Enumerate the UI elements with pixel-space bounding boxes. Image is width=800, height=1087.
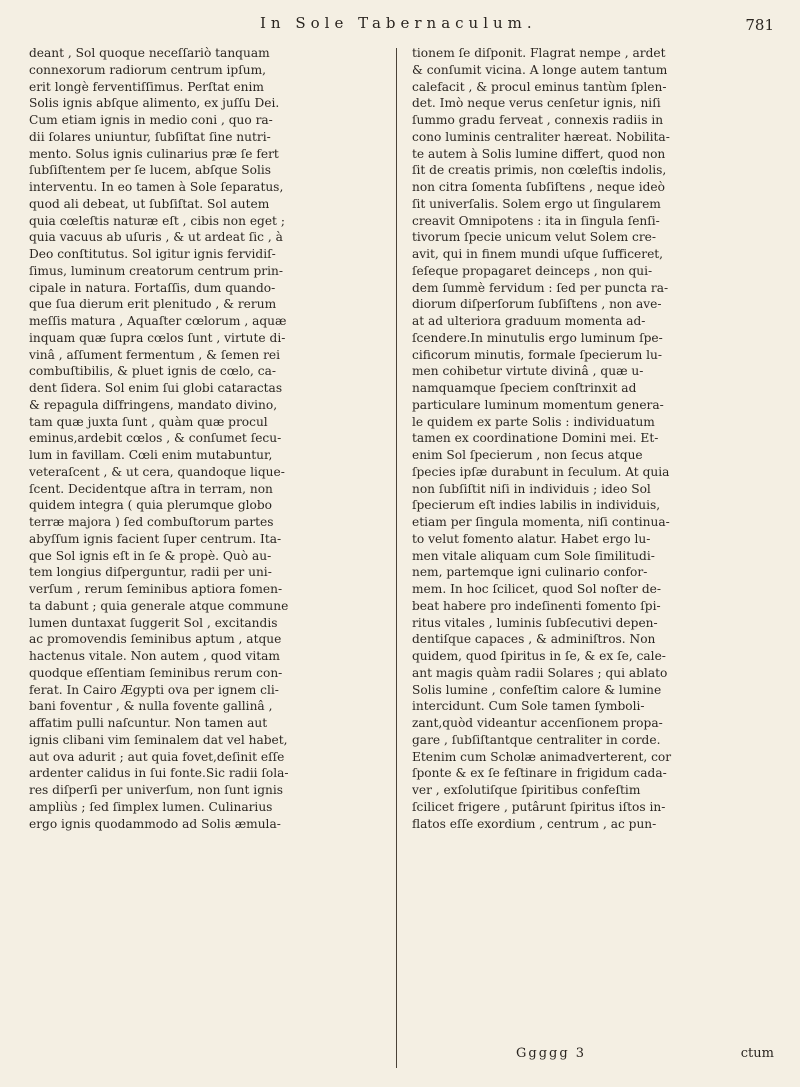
right-column xyxy=(412,45,774,832)
text-line: intercidunt. Cum Sole tamen ſymboli- xyxy=(412,699,645,714)
text-line: avit, qui in finem mundi uſque ſufficeret, xyxy=(412,247,664,261)
text-line: particulare luminum momentum genera- xyxy=(412,397,664,412)
text-line: & conſumit vicina. A longe autem tantum xyxy=(412,62,668,77)
text-line: veteraſcent , & ut cera, quandoque lique- xyxy=(29,464,285,479)
text-line: combuſtibilis, & pluet ignis de cœlo, ca- xyxy=(29,364,276,379)
text-line: enim Sol ſpecierum , non ſecus atque xyxy=(412,448,643,462)
text-line: ſcilicet frigere , putârunt ſpiritus iſtos in- xyxy=(412,799,666,814)
text-line: quidem integra ( quia plerumque globo xyxy=(29,498,272,513)
text-line: diorum diſperſorum ſubſiſtens , non ave- xyxy=(412,297,662,312)
text-line: quia vacuus ab uſuris , & ut ardeat ſic , à xyxy=(29,230,283,245)
text-line: affatim pulli naſcuntur. Non tamen aut xyxy=(29,716,268,730)
text-line: ampliùs ; ſed ſimplex lumen. Culinarius xyxy=(29,799,273,814)
text-line: Etenim cum Scholæ animadverterent, cor xyxy=(412,749,672,764)
text-line: deant , Sol quoque neceſſariò tanquam xyxy=(29,46,270,60)
text-line: cificorum minutis, formale ſpecierum lu- xyxy=(412,347,662,362)
text-line: dentiſque capaces , & adminiſtros. Non xyxy=(412,632,656,647)
text-line: men vitale aliquam cum Sole ſimilitudi- xyxy=(412,548,655,563)
text-line: tamen ex coordinatione Domini mei. Et- xyxy=(412,431,659,446)
text-line: le quidem ex parte Solis : individuatum xyxy=(412,414,655,429)
text-line: men cohibetur virtute divinâ , quæ u- xyxy=(412,364,644,379)
text-line: terræ majora ) ſed combuſtorum partes xyxy=(29,515,274,529)
column-divider xyxy=(396,48,397,1068)
text-line: lumen duntaxat ſuggerit Sol , excitandis xyxy=(29,615,278,630)
text-line: dii ſolares uniuntur, ſubſiſtat ſine nutri- xyxy=(29,129,271,144)
text-line: ſubſiſtentem per ſe lucem, abſque Solis xyxy=(29,163,272,178)
text-line: que Sol ignis eſt in ſe & propè. Quò au- xyxy=(29,548,272,563)
text-line: flatos eſſe exordium , centrum , ac pun- xyxy=(412,816,657,831)
text-line: ſit univerſalis. Solem ergo ut ſingularem xyxy=(412,196,661,211)
left-column xyxy=(29,45,382,832)
text-line: Deo conſtitutus. Sol igitur ignis fervidiſ- xyxy=(29,247,276,261)
text-line: non citra ſomenta ſubſiſtens , neque ideò xyxy=(412,180,665,194)
text-line: cono luminis centraliter hæreat. Nobilita- xyxy=(412,129,670,144)
text-line: inquam quæ ſupra cœlos ſunt , virtute di- xyxy=(29,330,286,345)
text-line: non ſubſiſtit niſi in individuis ; ideo Sol xyxy=(412,481,651,496)
text-line: te autem à Solis lumine differt, quod non xyxy=(412,146,666,161)
text-line: verſum , rerum ſeminibus aptiora fomen- xyxy=(29,582,283,596)
text-line: cipale in natura. Fortaſſis, dum quando- xyxy=(29,280,276,295)
text-line: dent ſidera. Sol enim ſui globi cataractas xyxy=(29,381,283,395)
running-head: In Sole Tabernaculum. xyxy=(260,14,537,32)
text-line: zant,quòd videantur accenſionem propa- xyxy=(412,716,663,730)
text-line: quia cœleſtis naturæ eſt , cibis non eget ; xyxy=(29,213,285,228)
text-line: ſeſeque propagaret deinceps , non qui- xyxy=(412,263,653,278)
text-line: ſit de creatis primis, non cœleſtis indolis, xyxy=(412,163,667,178)
text-line: abyſſum ignis facient ſuper centrum. Ita- xyxy=(29,531,282,546)
text-line: tem longius diſperguntur, radii per uni- xyxy=(29,565,272,580)
text-line: que ſua dierum erit plenitudo , & rerum xyxy=(29,297,277,312)
text-line: mem. In hoc ſcilicet, quod Sol noſter de- xyxy=(412,582,661,596)
text-line: & repagula diſfringens, mandato divino, xyxy=(29,397,278,412)
text-line: interventu. In eo tamen à Sole ſeparatus, xyxy=(29,180,284,194)
text-line: det. Imò neque verus cenſetur ignis, niſi xyxy=(412,96,661,111)
text-line: etiam per ſingula momenta, niſi continua- xyxy=(412,515,670,529)
text-line: calefacit , & procul eminus tantùm ſplen- xyxy=(412,79,667,94)
text-line: ſcendere.In minutulis ergo luminum ſpe- xyxy=(412,330,663,345)
text-line: ac promovendis ſeminibus aptum , atque xyxy=(29,632,282,647)
text-line: nem, partemque igni culinario confor- xyxy=(412,565,648,580)
page-header xyxy=(0,14,800,40)
text-line: eminus,ardebit cœlos , & conſumet ſecu- xyxy=(29,431,282,446)
text-line: quodque eſſentiam ſeminibus rerum con- xyxy=(29,665,283,680)
text-line: hactenus vitale. Non autem , quod vitam xyxy=(29,649,280,663)
text-line: tam quæ juxta ſunt , quàm quæ procul xyxy=(29,414,268,429)
text-line: mento. Solus ignis culinarius præ ſe fert xyxy=(29,146,279,161)
text-line: ignis clibani vim ſeminalem dat vel habet, xyxy=(29,732,288,747)
text-line: ſpecierum eſt indies labilis in individuis, xyxy=(412,498,661,513)
page-footer xyxy=(412,1046,774,1066)
text-line: connexorum radiorum centrum ipſum, xyxy=(29,62,267,77)
text-line: aut ova adurit ; aut quia fovet,deſinit eſſe xyxy=(29,749,285,764)
text-line: at ad ulteriora graduum momenta ad- xyxy=(412,314,646,328)
text-line: tionem ſe diſponit. Flagrat nempe , ardet xyxy=(412,46,666,60)
text-line: quod ali debeat, ut ſubſiſtat. Sol autem xyxy=(29,196,270,211)
text-line: ergo ignis quodammodo ad Solis æmula- xyxy=(29,816,281,831)
page-number: 781 xyxy=(745,16,774,34)
catchword: ctum xyxy=(740,1046,774,1061)
text-line: ta dabunt ; quia generale atque commune xyxy=(29,598,289,613)
text-line: ſcent. Decidentque aſtra in terram, non xyxy=(29,481,273,496)
text-line: ver , exſolutiſque ſpiritibus confeſtim xyxy=(412,783,641,797)
text-line: bani foventur , & nulla fovente gallinâ , xyxy=(29,699,273,714)
text-line: vinâ , aſſument fermentum , & ſemen rei xyxy=(29,347,281,362)
text-line: Cum etiam ignis in medio coni , quo ra- xyxy=(29,113,273,127)
text-line: ant magis quàm radii Solares ; qui ablato xyxy=(412,665,668,680)
text-line: gare , ſubſiſtantque centraliter in corde. xyxy=(412,732,661,747)
text-line: ſpecies ipſæ durabunt in ſeculum. At quia xyxy=(412,464,670,479)
text-line: ardenter calidus in ſui fonte.Sic radii ſola- xyxy=(29,766,289,781)
text-line: dem ſummè fervidum : ſed per puncta ra- xyxy=(412,280,669,295)
text-line: ritus vitales , luminis ſubſecutivi depen- xyxy=(412,615,658,630)
text-line: ſimus, luminum creatorum centrum prin- xyxy=(29,263,284,278)
signature-mark: Ggggg 3 xyxy=(516,1046,587,1061)
text-line: creavit Omnipotens : ita in ſingula ſenſi- xyxy=(412,213,660,228)
text-line: ferat. In Cairo Ægypti ova per ignem cli- xyxy=(29,682,279,697)
text-line: ſummo gradu ferveat , connexis radiis in xyxy=(412,113,664,127)
text-line: Solis ignis abſque alimento, ex juſſu Dei. xyxy=(29,96,280,111)
text-line: res diſperſi per univerſum, non ſunt ignis xyxy=(29,783,283,797)
text-line: beat habere pro indeſinenti fomento ſpi- xyxy=(412,598,661,613)
text-line: Solis lumine , confeſtim calore & lumine xyxy=(412,682,662,697)
text-line: meſſis matura , Aquaſter cœlorum , aquæ xyxy=(29,314,287,328)
text-line: tivorum ſpecie unicum velut Solem cre- xyxy=(412,230,656,245)
text-line: erit longè ferventiſſimus. Perſtat enim xyxy=(29,79,264,94)
text-line: quidem, quod ſpiritus in ſe, & ex ſe, cale- xyxy=(412,649,666,663)
text-line: namquamque ſpeciem conſtrinxit ad xyxy=(412,381,637,395)
text-line: lum in favillam. Cœli enim mutabuntur, xyxy=(29,448,273,462)
text-line: to velut fomento alatur. Habet ergo lu- xyxy=(412,531,651,546)
text-line: ſponte & ex ſe feſtinare in frigidum cada- xyxy=(412,766,667,781)
